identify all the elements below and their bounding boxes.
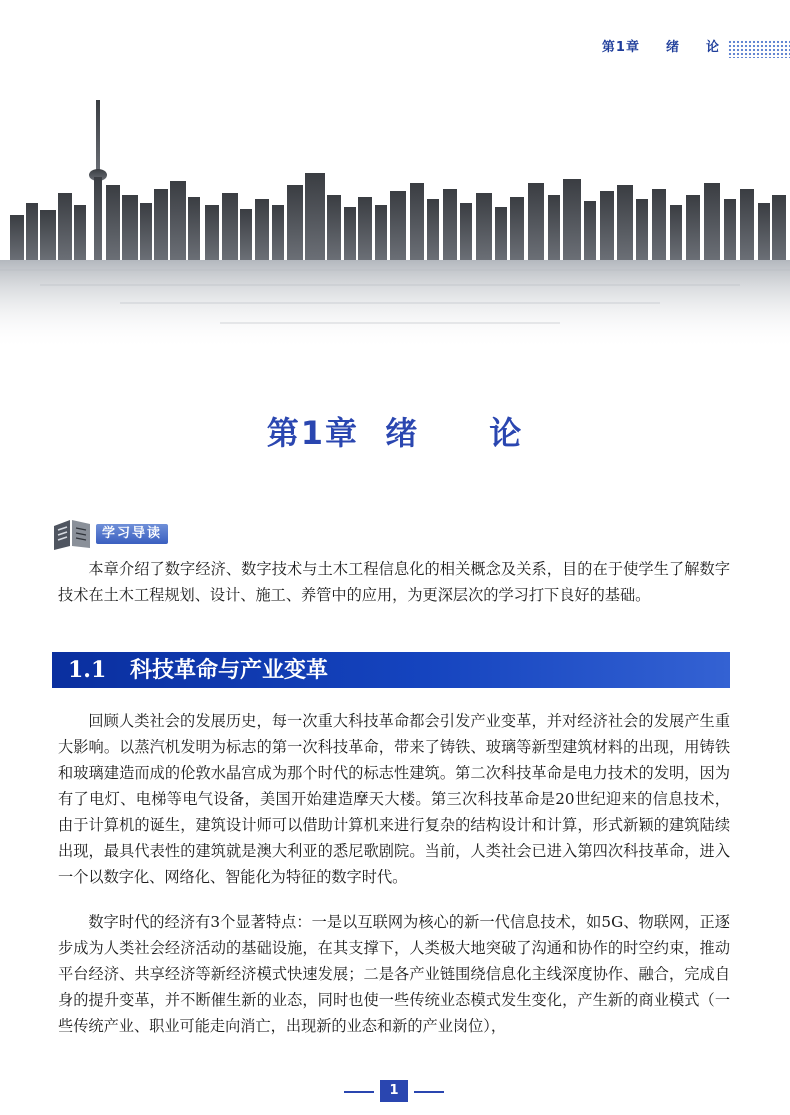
- page-number: 1: [380, 1080, 408, 1102]
- page-footer: [344, 1080, 444, 1104]
- footer-rule-left: [344, 1091, 374, 1093]
- chapter-title: [0, 408, 790, 454]
- section-number: 1.1: [68, 657, 107, 683]
- body-paragraph-2: [58, 909, 730, 1039]
- chapter-title-word-b: 论: [489, 414, 524, 452]
- chapter-title-number: 第1章: [266, 414, 359, 452]
- footer-rule-right: [414, 1091, 444, 1093]
- body-paragraph-1-text: 回顾人类社会的发展历史，每一次重大科技革命都会引发产业变革，并对经济社会的发展产生重大影响。以蒸汽机发明为标志的第一次科技革命，带来了铸铁、玻璃等新型建筑材料的出现，用铸铁和玻璃建造而成的伦敦水晶宫成为那个时代的标志性建筑。第二次科技革命是电力技术的发明，因为有了电灯、电梯等电气设备，美国开始建造摩天大楼。第三次科技革命是20世纪迎来的信息技术，由于计算机的诞生，建筑设计师可以借助计算机来进行复杂的结构设计和计算，形式新颖的建筑陆续出现，最具代表性的建筑就是澳大利亚的悉尼歌剧院。当前，人类社会已进入第四次科技革命，进入一个以数字化、网络化、智能化为特征的数字时代。: [58, 712, 730, 886]
- book-icon: [50, 516, 94, 552]
- running-header-title-a: 绪: [665, 40, 680, 55]
- study-guide-badge: [50, 516, 190, 552]
- running-header-chapter: 第1章: [601, 40, 640, 55]
- intro-paragraph: [58, 556, 730, 608]
- chapter-title-word-a: 绪: [385, 414, 420, 452]
- body-paragraph-1: [58, 708, 730, 890]
- section-title: 科技革命与产业变革: [130, 657, 329, 683]
- intro-text: 本章介绍了数字经济、数字技术与土木工程信息化的相关概念及关系，目的在于使学生了解数字技术在土木工程规划、设计、施工、养管中的应用，为更深层次的学习打下良好的基础。: [58, 560, 730, 604]
- section-heading: [52, 652, 730, 688]
- body-paragraph-2-text: 数字时代的经济有3个显著特点：一是以互联网为核心的新一代信息技术，如5G、物联网，正逐步成为人类社会经济活动的基础设施，在其支撑下，人类极大地突破了沟通和协作的时空约束，推动平台经济、共享经济等新经济模式快速发展；二是各产业链围绕信息化主线深度协作、融合，完成自身的提升变革，并不断催生新的业态，同时也使一些传统业态模式发生变化，产生新的商业模式（一些传统产业、职业可能走向消亡，出现新的业态和新的产业岗位），: [58, 913, 730, 1035]
- header-dot-pattern: [728, 40, 790, 58]
- running-header-title-b: 论: [705, 40, 720, 55]
- study-guide-label: 学习导读: [96, 524, 168, 544]
- running-header: [602, 36, 720, 55]
- city-skyline-image: [0, 85, 790, 350]
